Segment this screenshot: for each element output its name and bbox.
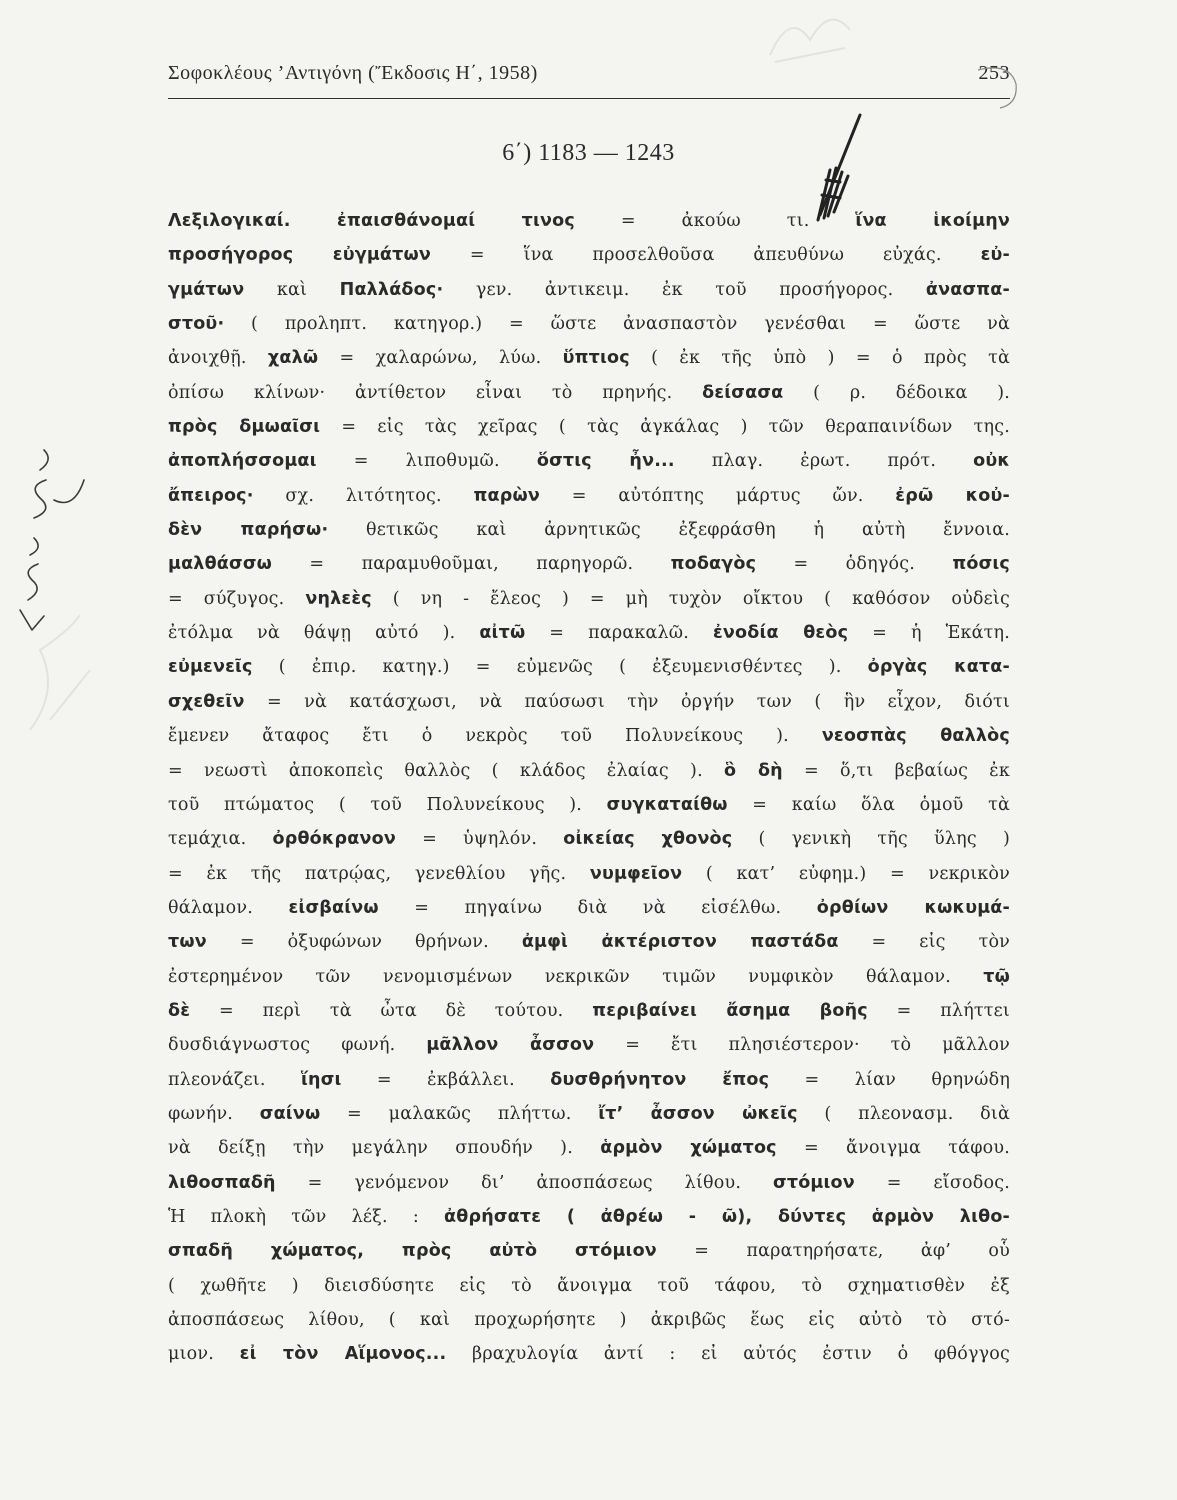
headword: χαλῶ (267, 348, 319, 369)
headword: τῷ (983, 966, 1010, 987)
headword: ὀργὰς κατα- (867, 657, 1010, 678)
headword: ἀνασπα- (925, 279, 1010, 300)
headword: των (168, 932, 207, 953)
gloss-text: γεν. ἀντικειμ. ἐκ τοῦ προσήγορος. (443, 279, 926, 300)
headword: ὀρθίων κωκυμά- (816, 897, 1010, 918)
headword: ἀθρήσατε ( ἀθρέω - ῶ), δύντες ἁρμὸν λιθο- (444, 1206, 1010, 1227)
headword: εὐ- (980, 245, 1010, 266)
gloss-text: βραχυλογία ἀντί : εἰ αὐτός ἐστιν ὁ φθόγγος (446, 1344, 1010, 1365)
headword: εἰ τὸν Αἵμονος... (239, 1344, 447, 1365)
gloss-text: τεμάχια. (168, 829, 273, 850)
gloss-text: = εἰς τὸν (838, 932, 1011, 953)
gloss-text: θετικῶς καὶ ἀρνητικῶς ἐξεφράσθη ἡ αὐτὴ ἔννοια. (328, 520, 1010, 541)
headword: ὅστις ἦν... (536, 451, 675, 472)
gloss-text: = καίω ὅλα ὁμοῦ τὰ (727, 794, 1010, 815)
gloss-text: ( ἐκ τῆς ὑπὸ ) = ὁ πρὸς τὰ (629, 348, 1011, 369)
page-number-circle-mark (960, 62, 1020, 112)
gloss-text: = παρακαλῶ. (525, 623, 713, 644)
gloss-text: = πηγαίνω διὰ νὰ εἰσέλθω. (378, 897, 817, 918)
text-line (168, 650, 1010, 684)
gloss-text: = ὀξυφώνων θρήνων. (206, 932, 522, 953)
gloss-text: = γενόμενον δι’ ἀποσπάσεως λίθου. (275, 1172, 773, 1193)
gloss-text: = ἵνα προσελθοῦσα ἀπευθύνω εὐχάς. (431, 245, 981, 266)
gloss-text: νὰ δείξῃ τὴν μεγάλην σπουδήν ). (168, 1138, 601, 1159)
headword: λιθοσπαδῆ (168, 1172, 276, 1193)
headword: εὐμενεῖς (168, 657, 253, 678)
headword: στόμιον (773, 1172, 855, 1193)
gloss-text: ( γενικὴ τῆς ὕλης ) (732, 829, 1010, 850)
text-line (168, 616, 1010, 650)
headword: ἵησι (301, 1069, 342, 1090)
headword: προσήγορος εὐγμάτων (168, 245, 432, 266)
gloss-text: πλεονάζει. (168, 1069, 302, 1090)
text-line (168, 1028, 1010, 1062)
gloss-text: ( νη - ἔλεος ) = μὴ τυχὸν οἴκτου ( καθόσον οὐδεὶς (371, 588, 1010, 609)
text-line (168, 1063, 1010, 1097)
headword: αἰτῶ (479, 623, 526, 644)
headword: συγκαταίθω (606, 794, 728, 815)
gloss-text: = εἰς τὰς χεῖρας ( τὰς ἀγκάλας ) τῶν θεραπαινίδων της. (320, 417, 1010, 438)
headword: ἀμφὶ ἀκτέριστον παστάδα (521, 932, 839, 953)
gloss-text: ἀποσπάσεως λίθου, ( καὶ προχωρήσητε ) ἀκριβῶς ἕως εἰς αὐτὸ τὸ στό- (168, 1310, 1010, 1330)
gloss-text: ἀνοιχθῇ. (168, 348, 268, 369)
headword: δὲ (168, 1000, 191, 1021)
text-line (168, 994, 1010, 1028)
gloss-text: = αὐτόπτης μάρτυς ὤν. (540, 485, 896, 506)
headword: μαλθάσσω (168, 554, 273, 575)
headword: νυμφεῖον (589, 863, 683, 884)
gloss-text: ὀπίσω κλίνων· ἀντίθετον εἶναι τὸ πρηνής. (168, 382, 703, 403)
text-line (168, 479, 1010, 513)
text-line (168, 547, 1010, 581)
gloss-text: = ἡ Ἑκάτη. (848, 623, 1010, 644)
text-line (168, 273, 1010, 307)
headword: παρὼν (473, 485, 541, 506)
gloss-text: = πλήττει (867, 1000, 1010, 1021)
text-line (168, 513, 1010, 547)
headword: ἀποπλήσσομαι (168, 451, 317, 472)
faint-stamp-left (20, 610, 100, 740)
text-line (168, 754, 1010, 788)
gloss-text: τοῦ πτώματος ( τοῦ Πολυνείκους ). (168, 794, 607, 815)
gloss-text: = ὁδηγός. (756, 554, 953, 575)
headword: ἐνοδία θεὸς (712, 623, 849, 644)
headword: δυσθρήνητον ἔπος (550, 1069, 770, 1090)
headword: περιβαίνει ἄσημα βοῆς (592, 1000, 868, 1021)
text-line (168, 1337, 1010, 1371)
gloss-text: = ἀκούω τι. (574, 211, 856, 231)
gloss-text: Ἡ πλοκὴ τῶν λέξ. : (168, 1206, 445, 1227)
headword: δείσασα (702, 382, 784, 403)
gloss-text: = λιποθυμῶ. (316, 451, 537, 472)
text-line (168, 238, 1010, 272)
gloss-text: = παρατηρήσατε, ἀφ’ οὗ (656, 1241, 1010, 1262)
gloss-text: = μαλακῶς πλήττω. (320, 1103, 599, 1124)
text-line (168, 1234, 1010, 1268)
text-line (168, 204, 1010, 238)
gloss-text: = παραμυθοῦμαι, παρηγορῶ. (272, 554, 671, 575)
gloss-text: ( χωθῆτε ) διεισδύσητε εἰς τὸ ἄνοιγμα τοῦ τάφου, τὸ σχηματισθὲν ἐξ (168, 1275, 1010, 1296)
headword: οὐκ (973, 451, 1011, 472)
gloss-text: = ἄνοιγμα τάφου. (776, 1138, 1010, 1159)
gloss-text: πλαγ. ἐρωτ. πρότ. (674, 451, 974, 472)
headword: σχεθεῖν (168, 691, 245, 712)
headword: ὃ δὴ (724, 760, 783, 781)
header-rule (168, 98, 1010, 99)
headword: ἄπειρος· (168, 485, 254, 506)
headword: στοῦ· (168, 314, 225, 335)
text-line (168, 960, 1010, 994)
headword: πόσις (952, 554, 1010, 575)
gloss-text: = ὑψηλόν. (395, 829, 564, 850)
headword: εἰσβαίνω (288, 897, 379, 918)
headword: ἵνα ἱκοίμην (855, 211, 1010, 231)
text-line (168, 1200, 1010, 1234)
gloss-text: = νὰ κατάσχωσι, νὰ παύσωσι τὴν ὀργήν των ( ἣν εἶχον, διότι (244, 691, 1010, 712)
headword: ἁρμὸν χώματος (600, 1138, 777, 1159)
gloss-text: = ὅ,τι βεβαίως ἐκ (782, 760, 1010, 781)
headword: σαίνω (259, 1103, 321, 1124)
gloss-text: φωνήν. (168, 1103, 260, 1124)
headword: νηλεὲς (305, 588, 372, 609)
text-line (168, 376, 1010, 410)
text-line (168, 307, 1010, 341)
text-line (168, 719, 1010, 753)
gloss-text: ( προληπτ. κατηγορ.) = ὥστε ἀνασπαστὸν γενέσθαι = ὥστε νὰ (224, 314, 1010, 335)
text-line (168, 444, 1010, 478)
headword: Παλλάδος· (339, 279, 444, 300)
gloss-text: = νεωστὶ ἀποκοπεὶς θαλλὸς ( κλάδος ἐλαίας ). (168, 760, 725, 781)
headword: πρὸς δμωαῖσι (168, 417, 321, 438)
text-line (168, 341, 1010, 375)
gloss-text: ( κατ’ εὐφημ.) = νεκρικὸν (682, 863, 1010, 884)
headword: μᾶλλον ἆσσον (426, 1035, 595, 1056)
headword: οἰκείας χθονὸς (563, 829, 733, 850)
gloss-text: θάλαμον. (168, 897, 289, 918)
text-line (168, 822, 1010, 856)
headword: ποδαγὸς (670, 554, 757, 575)
gloss-text: ἐστερημένον τῶν νενομισμένων νεκρικῶν τιμῶν νυμφικὸν θάλαμον. (168, 966, 984, 987)
page-number: 253 (978, 62, 1010, 84)
text-line (168, 410, 1010, 444)
header-title: Σοφοκλέους ’Αντιγόνη (Ἔκδοσις Η΄, 1958) (168, 62, 538, 84)
headword: νεοσπὰς θαλλὸς (821, 726, 1010, 747)
text-line (168, 1131, 1010, 1165)
headword: ὕπτιος (562, 348, 630, 369)
gloss-text: ( ἐπιρ. κατηγ.) = εὐμενῶς ( ἐξευμενισθέντες ). (252, 657, 868, 678)
headword: ὀρθόκρανον (272, 829, 396, 850)
gloss-text: = ἔτι πλησιέστερον· τὸ μᾶλλον (594, 1035, 1010, 1056)
headword: δὲν παρήσω· (168, 520, 329, 541)
text-line (168, 1166, 1010, 1200)
gloss-text: ἔμενεν ἄταφος ἔτι ὁ νεκρὸς τοῦ Πολυνείκους ). (168, 726, 822, 747)
headword: ἴτ’ ἆσσον ὠκεῖς (598, 1103, 798, 1124)
text-line (168, 857, 1010, 891)
gloss-text: ( πλεονασμ. διὰ (797, 1103, 1010, 1124)
text-line (168, 1303, 1010, 1337)
text-line (168, 685, 1010, 719)
text-line (168, 582, 1010, 616)
glossary-text (168, 204, 1010, 1372)
gloss-text: = σύζυγος. (168, 588, 306, 609)
headword: σπαδῆ χώματος, πρὸς αὐτὸ στόμιον (168, 1241, 657, 1262)
headword: Λεξιλογικαί. ἐπαισθάνομαί τινος (168, 211, 575, 231)
gloss-text: = εἴσοδος. (854, 1172, 1010, 1193)
gloss-text: δυσδιάγνωστος φωνή. (168, 1035, 427, 1056)
gloss-text: ἐτόλμα νὰ θάψῃ αὐτό ). (168, 623, 480, 644)
gloss-text: σχ. λιτότητος. (253, 485, 474, 506)
text-line (168, 891, 1010, 925)
text-line (168, 788, 1010, 822)
gloss-text: καὶ (244, 279, 340, 300)
faint-stamp-top (760, 0, 860, 70)
gloss-text: = ἐκ τῆς πατρῴας, γενεθλίου γῆς. (168, 863, 590, 884)
gloss-text: = λίαν θρηνώδη (769, 1069, 1011, 1090)
gloss-text: = χαλαρώνω, λύω. (318, 348, 563, 369)
gloss-text: = ἐκβάλλει. (341, 1069, 551, 1090)
section-heading: 6΄) 1183 — 1243 (502, 140, 675, 166)
text-line (168, 925, 1010, 959)
gloss-text: ( ρ. δέδοικα ). (783, 382, 1011, 403)
text-line (168, 1269, 1010, 1303)
text-line (168, 1097, 1010, 1131)
running-header (168, 62, 1010, 92)
gloss-text: = περὶ τὰ ὦτα δὲ τούτου. (190, 1000, 593, 1021)
gloss-text: μιον. (168, 1344, 240, 1365)
headword: ἐρῶ κοὐ- (895, 485, 1010, 506)
headword: γμάτων (168, 279, 245, 300)
